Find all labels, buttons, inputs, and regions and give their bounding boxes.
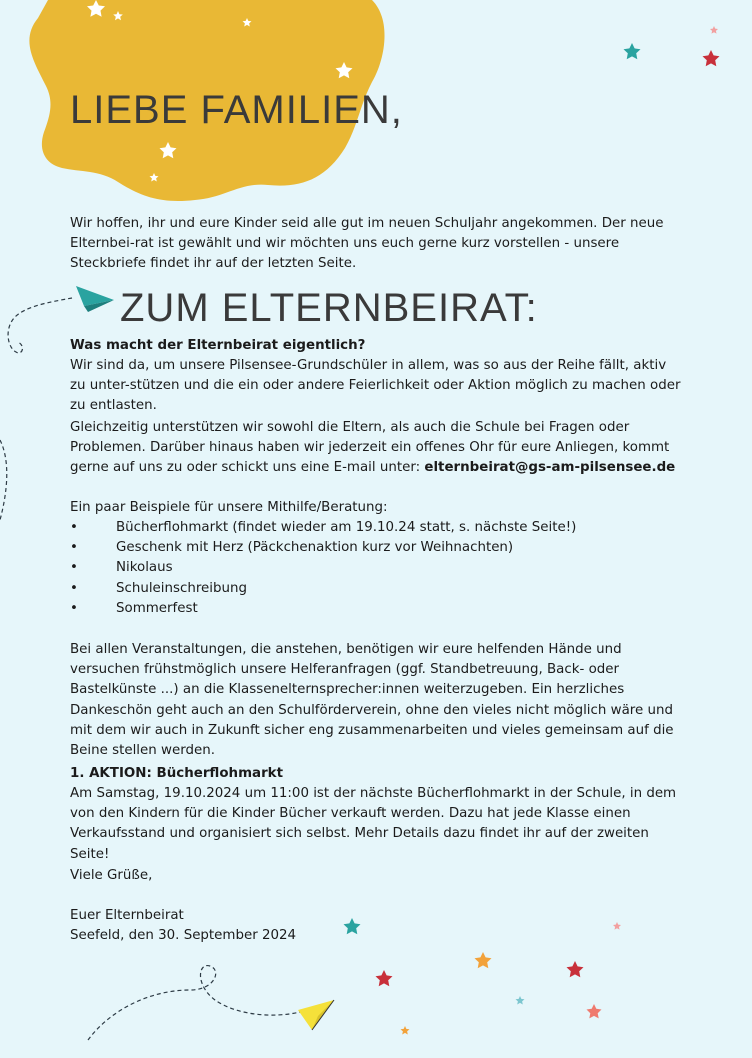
- page-title: LIEBE FAMILIEN,: [70, 88, 403, 132]
- pink-star-icon: [710, 26, 718, 34]
- signature-name: Euer Elternbeirat: [70, 908, 184, 923]
- greeting: Viele Grüße,: [70, 868, 153, 883]
- section-heading: ZUM ELTERNBEIRAT:: [120, 286, 538, 330]
- events-paragraph: Bei allen Veranstaltungen, die anstehen, benötigen wir eure helfenden Hände und versuchen frühstmöglich unsere Helferanfragen (ggf. Standbetreuung, Back- oder Bastelkünste ...) an die Klassenelternsprecher:innen weiterzugeben. Ein herzliches Dankeschön geht auch an den Schulförderverein, ohne den vieles nicht möglich wäre und mit dem wir auch in Zukunft sicher eng zusammenarbeiten und vieles gemeinsam auf die Beine stellen werden.: [70, 642, 674, 759]
- intro-paragraph: Wir hoffen, ihr und eure Kinder seid alle gut im neuen Schuljahr angekommen. Der neue Elternbei-rat ist gewählt und wir möchten uns euch gerne kurz vorstellen - unsere Steckbriefe findet ihr auf der letzten Seite.: [70, 216, 664, 272]
- signature-place-date: Seefeld, den 30. September 2024: [70, 928, 297, 943]
- teal-paper-plane-icon: [76, 286, 114, 312]
- orange-star-icon-2: [401, 1026, 410, 1035]
- action-heading: 1. AKTION: Bücherflohmarkt: [70, 766, 283, 781]
- list-item: • Geschenk mit Herz (Päckchenaktion kurz vor Weihnachten): [70, 538, 576, 558]
- left-dashed-trail-2: [0, 440, 7, 520]
- left-dashed-trail: [8, 298, 72, 353]
- teal-star-icon: [624, 43, 641, 59]
- what-paragraph: Wir sind da, um unsere Pilsensee-Grundschüler in allem, was so aus der Reihe fällt, aktiv zu unter-stützen und die ein oder andere Feierlichkeit oder Aktion möglich zu machen oder zu entlasten.: [70, 358, 681, 414]
- red-star-icon: [703, 50, 720, 66]
- red-star-icon-3: [376, 970, 393, 986]
- list-item: • Sommerfest: [70, 599, 576, 619]
- list-item: • Bücherflohmarkt (findet wieder am 19.10.24 statt, s. nächste Seite!): [70, 518, 576, 538]
- orange-star-icon: [475, 952, 492, 968]
- list-item: • Nikolaus: [70, 558, 576, 578]
- teal-star-icon-3: [516, 996, 525, 1005]
- salmon-star-icon: [587, 1004, 602, 1018]
- yellow-paper-plane-icon: [298, 1000, 334, 1030]
- examples-list: [70, 518, 576, 619]
- bottom-dashed-trail: [88, 966, 300, 1040]
- what-heading: Was macht der Elternbeirat eigentlich?: [70, 338, 366, 353]
- list-item: • Schuleinschreibung: [70, 579, 576, 599]
- support-paragraph: Gleichzeitig unterstützen wir sowohl die Eltern, als auch die Schule bei Fragen oder Problemen. Darüber hinaus haben wir jederzeit ein offenes Ohr für eure Anliegen, kommt gerne auf uns zu oder schickt uns eine E-mail unter: elternbeirat@gs-am-pilsensee.de: [70, 420, 676, 476]
- red-star-icon-2: [567, 961, 584, 977]
- email-address[interactable]: elternbeirat@gs-am-pilsensee.de: [424, 460, 676, 476]
- action-paragraph: Am Samstag, 19.10.2024 um 11:00 ist der nächste Bücherflohmarkt in der Schule, in dem von den Kindern für die Kinder Bücher verkauft werden. Dazu hat jede Klasse einen Verkaufsstand und organisiert sich selbst. Mehr Details dazu findet ihr auf der zweiten Seite!: [70, 786, 677, 862]
- examples-intro: Ein paar Beispiele für unsere Mithilfe/Beratung:: [70, 500, 388, 515]
